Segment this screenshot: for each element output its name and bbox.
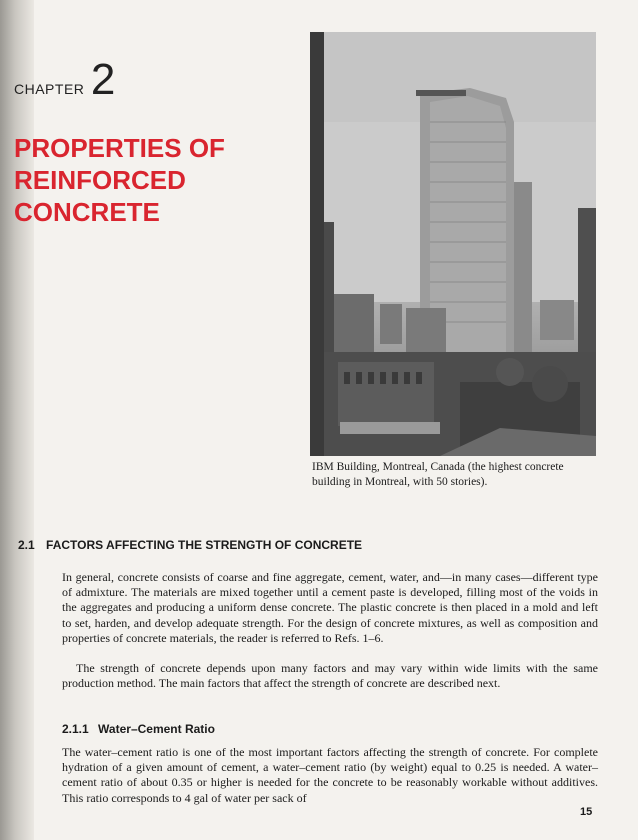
page-gutter-shadow	[0, 0, 34, 840]
chapter-number: 2	[90, 55, 116, 104]
building-photo	[310, 32, 596, 456]
photo-caption: IBM Building, Montreal, Canada (the highest concrete building in Montreal, with 50 stories).	[312, 461, 564, 488]
section-title: FACTORS AFFECTING THE STRENGTH OF CONCRETE	[46, 538, 363, 552]
title-line: REINFORCED	[14, 165, 186, 195]
body-paragraph: The strength of concrete depends upon many factors and may vary within wide limits with the same production method. The main factors that affect the strength of concrete are described next.	[62, 661, 598, 691]
subsection-title: Water–Cement Ratio	[98, 722, 215, 736]
section-heading	[18, 538, 362, 552]
body-paragraph: The water–cement ratio is one of the most important factors affecting the strength of concrete. For complete hydration of a given amount of cement, a water–cement ratio (by weight) equal to 0.25 is needed. A water–cement ratio of about 0.35 or higher is needed for the concrete to be reasonably workable without additives. This ratio corresponds to 4 gal of water per sack of	[62, 745, 598, 805]
chapter-title	[14, 132, 294, 228]
subsection-number: 2.1.1	[62, 722, 89, 736]
chapter-word: CHAPTER	[14, 81, 85, 97]
page-number: 15	[580, 806, 593, 818]
subsection-heading	[62, 722, 215, 736]
title-line: CONCRETE	[14, 197, 160, 227]
body-paragraph: In general, concrete consists of coarse and fine aggregate, cement, water, and—in many cases—different type of admixture. The materials are mixed together until a cement paste is developed, filling most of the voids in the aggregates and producing a uniform dense concrete. The plastic concrete is then placed in a mold and left to set, harden, and develop adequate strength. For the design of concrete mixtures, as well as composition and properties of concrete materials, the reader is referred to Refs. 1–6.	[62, 570, 598, 645]
section-number: 2.1	[18, 538, 35, 552]
chapter-heading	[14, 55, 116, 104]
title-line: PROPERTIES OF	[14, 133, 225, 163]
